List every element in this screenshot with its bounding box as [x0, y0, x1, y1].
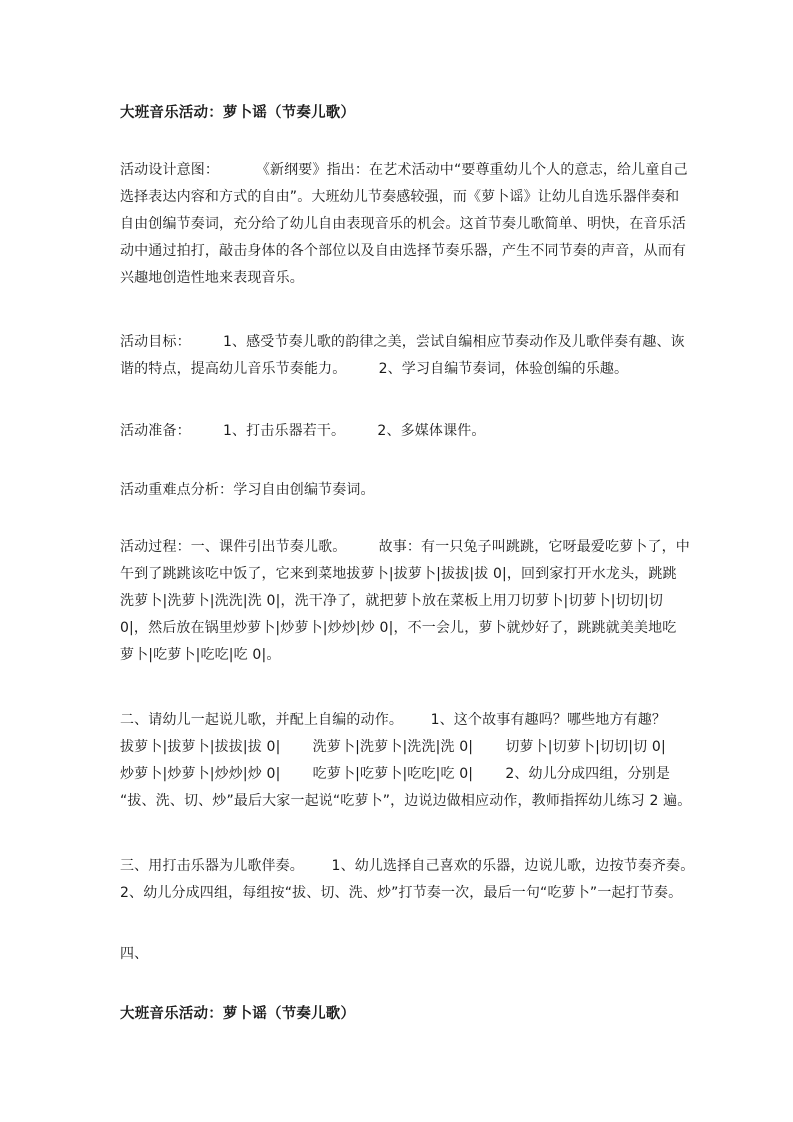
text-line: 自由创编节奏词，充分给了幼儿自由表现音乐的机会。这首节奏儿歌简单、明快，在音乐活 [120, 216, 686, 232]
paragraph-preparation [120, 418, 680, 445]
text-line: 萝卜|吃萝卜|吃吃|吃 0|。 [120, 647, 281, 663]
text-line: 洗萝卜|洗萝卜|洗洗|洗 0|，洗干净了，就把萝卜放在菜板上用刀切萝卜|切萝卜|切切|切 [120, 593, 663, 609]
paragraph-process-2 [120, 707, 692, 815]
paragraph-design-intent [120, 157, 688, 292]
document-title: 大班音乐活动：萝卜谣（节奏儿歌） [120, 105, 356, 121]
text-line: 兴趣地创造性地来表现音乐。 [120, 270, 304, 286]
text-line: 拔萝卜|拔萝卜|拔拔|拔 0| 洗萝卜|洗萝卜|洗洗|洗 0| 切萝卜|切萝卜|切切|切 0| [120, 739, 666, 755]
text-line: 午到了跳跳该吃中饭了，它来到菜地拔萝卜|拔萝卜|拔拔|拔 0|，回到家打开水龙头，跳跳 [120, 566, 677, 582]
text-line: 活动过程：一、课件引出节奏儿歌。 故事：有一只兔子叫跳跳，它呀最爱吃萝卜了，中 [120, 539, 690, 555]
paragraph-process-4 [120, 941, 680, 968]
text-line: 0|，然后放在锅里炒萝卜|炒萝卜|炒炒|炒 0|，不一会儿，萝卜就炒好了，跳跳就美美地吃 [120, 620, 677, 636]
text-line: “拔、洗、切、炒”最后大家一起说“吃萝卜”，边说边做相应动作，教师指挥幼儿练习 2 遍。 [120, 793, 692, 809]
text-line: 2、幼儿分成四组，每组按“拔、切、洗、炒”打节奏一次，最后一句“吃萝卜”一起打节奏。 [120, 885, 683, 901]
footer-title: 大班音乐活动：萝卜谣（节奏儿歌） [120, 1006, 356, 1022]
text-line: 谐的特点，提高幼儿音乐节奏能力。 2、学习自编节奏词，体验创编的乐趣。 [120, 361, 629, 377]
text-line: 四、 [120, 946, 149, 962]
paragraph-difficulty [120, 477, 680, 504]
paragraph-process-1 [120, 534, 690, 669]
paragraph-process-3 [120, 853, 695, 907]
text-line: 选择表达内容和方式的自由”。大班幼儿节奏感较强，而《萝卜谣》让幼儿自选乐器伴奏和 [120, 189, 680, 205]
text-line: 炒萝卜|炒萝卜|炒炒|炒 0| 吃萝卜|吃萝卜|吃吃|吃 0| 2、幼儿分成四组，分别是 [120, 766, 671, 782]
text-line: 活动设计意图： 《新纲要》指出：在艺术活动中“要尊重幼儿个人的意志，给儿童自己 [120, 162, 688, 178]
paragraph-goals [120, 329, 685, 383]
text-line: 二、请幼儿一起说儿歌，并配上自编的动作。 1、这个故事有趣吗？哪些地方有趣？ [120, 712, 667, 728]
text-line: 活动目标： 1、感受节奏儿歌的韵律之美，尝试自编相应节奏动作及儿歌伴奏有趣、诙 [120, 334, 685, 350]
text-line: 活动重难点分析：学习自由创编节奏词。 [120, 482, 375, 498]
text-line: 三、用打击乐器为儿歌伴奏。 1、幼儿选择自己喜欢的乐器，边说儿歌，边按节奏齐奏。 [120, 858, 695, 874]
text-line: 活动准备： 1、打击乐器若干。 2、多媒体课件。 [120, 423, 486, 439]
text-line: 动中通过拍打，敲击身体的各个部位以及自由选择节奏乐器，产生不同节奏的声音，从而有 [120, 243, 686, 259]
